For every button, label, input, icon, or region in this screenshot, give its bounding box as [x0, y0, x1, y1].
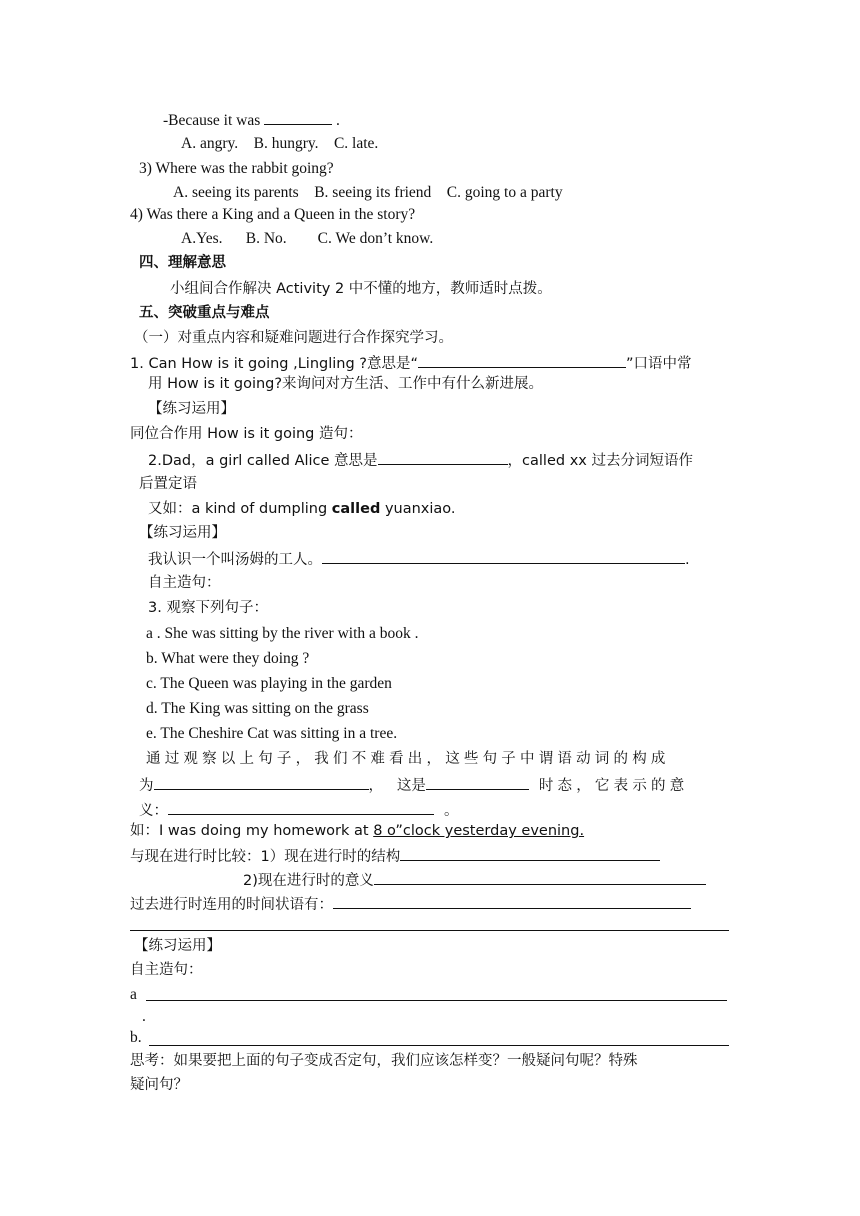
compare-2: 2)现在进行时的意义: [243, 873, 374, 889]
practice2-task: 我认识一个叫汤姆的工人。: [148, 552, 322, 568]
q3-question: 3) Where was the rabbit going?: [139, 160, 334, 177]
observe-line1: 通过观察以上句子，我们不难看出，这些句子中谓语动词的构成: [146, 751, 670, 767]
observe-text-4: 义：: [139, 803, 168, 819]
sentence-c: c. The Queen was playing in the garden: [146, 675, 392, 692]
answer-line-extra[interactable]: [130, 930, 729, 931]
item2-line2: 后置定语: [139, 476, 197, 492]
item1-line2: 用 How is it going?来询问对方生活、工作中有什么新进展。: [148, 376, 544, 392]
compare-structure-blank[interactable]: [400, 845, 660, 861]
item2-example-prefix: 又如：a kind of dumpling: [148, 501, 332, 517]
tense-blank[interactable]: [426, 774, 529, 790]
compare-meaning-blank[interactable]: [374, 869, 706, 885]
item2-blank[interactable]: [378, 449, 508, 465]
observe-text-2: ， 这是: [368, 778, 426, 794]
q4-question: 4) Was there a King and a Queen in the story?: [130, 206, 416, 223]
time-adverbials-blank[interactable]: [333, 893, 691, 909]
observe-text-5: 。: [444, 803, 459, 819]
item2-line1: [148, 449, 693, 471]
time-adverbials: 过去进行时连用的时间状语有：: [130, 897, 333, 913]
think-line1: 思考：如果要把上面的句子变成否定句，我们应该怎样变？一般疑问句呢？特殊: [130, 1053, 638, 1069]
item1-blank[interactable]: [418, 352, 626, 368]
time-adverbials-line: [130, 893, 691, 915]
practice2-heading: 【练习运用】: [139, 525, 226, 541]
q2-answer-suffix: .: [336, 112, 340, 129]
line-a-blank[interactable]: [146, 1000, 727, 1001]
practice1-heading: 【练习运用】: [148, 401, 235, 417]
section4-heading: 四、理解意思: [139, 255, 226, 271]
think-line2: 疑问句？: [130, 1077, 188, 1093]
line-b-label: b.: [130, 1029, 142, 1046]
practice3-heading: 【练习运用】: [134, 938, 221, 954]
line-b-blank[interactable]: [149, 1045, 729, 1046]
practice2-end: .: [685, 552, 690, 568]
item3-heading: 3. 观察下列句子：: [148, 600, 268, 616]
observe-text-1: 为: [139, 778, 154, 794]
example-underlined: 8 o”clock yesterday evening.: [373, 823, 585, 839]
q2-answer-line: [163, 109, 340, 131]
structure-blank[interactable]: [154, 774, 369, 790]
item2-example-suffix: yuanxiao.: [380, 501, 456, 517]
sentence-d: d. The King was sitting on the grass: [146, 700, 369, 717]
section4-body: 小组间合作解决 Activity 2 中不懂的地方，教师适时点拨。: [170, 281, 552, 297]
self-make2-label: 自主造句：: [130, 962, 203, 978]
sentence-b: b. What were they doing ?: [146, 650, 310, 667]
example-prefix: 如：I was doing my homework at: [130, 823, 374, 839]
item1-line1: [130, 352, 692, 374]
practice2-task-line: [148, 548, 690, 570]
item2-text-a: 2.Dad，a girl called Alice 意思是: [148, 453, 378, 469]
example-sentence: [130, 821, 584, 841]
line-a-end: .: [142, 1008, 146, 1025]
item2-text-b: ，called xx 过去分词短语作: [507, 453, 693, 469]
compare-line1: [130, 845, 660, 867]
self-make-label: 自主造句：: [148, 575, 221, 591]
section5-intro: （一）对重点内容和疑难问题进行合作探究学习。: [134, 330, 453, 346]
observe-line2: [139, 774, 688, 796]
q2-answer-blank[interactable]: [264, 109, 332, 125]
item2-example: [148, 499, 456, 519]
q2-options: A. angry. B. hungry. C. late.: [181, 135, 379, 152]
sentence-e: e. The Cheshire Cat was sitting in a tree.: [146, 725, 398, 742]
item2-example-bold: called: [331, 501, 381, 517]
compare-line2: [243, 869, 706, 891]
q2-answer-prefix: -Because it was: [163, 112, 261, 129]
line-a-label: a: [130, 986, 137, 1003]
compare-1: 与现在进行时比较：1）现在进行时的结构: [130, 849, 401, 865]
q4-options: A.Yes. B. No. C. We don’t know.: [181, 230, 434, 247]
item1-text-a: 1. Can How is it going ,Lingling ?意思是“: [130, 356, 418, 372]
item1-text-b: ”口语中常: [626, 356, 692, 372]
meaning-blank[interactable]: [168, 799, 434, 815]
observe-line3: [139, 799, 459, 821]
section5-heading: 五、突破重点与难点: [139, 305, 270, 321]
sentence-a: a . She was sitting by the river with a book .: [146, 625, 419, 642]
q3-options: A. seeing its parents B. seeing its friend C. going to a party: [173, 184, 563, 201]
practice2-blank[interactable]: [322, 548, 685, 564]
observe-text-3: 时态，它表示的意: [538, 778, 689, 794]
practice1-task: 同位合作用 How is it going 造句：: [130, 426, 363, 442]
